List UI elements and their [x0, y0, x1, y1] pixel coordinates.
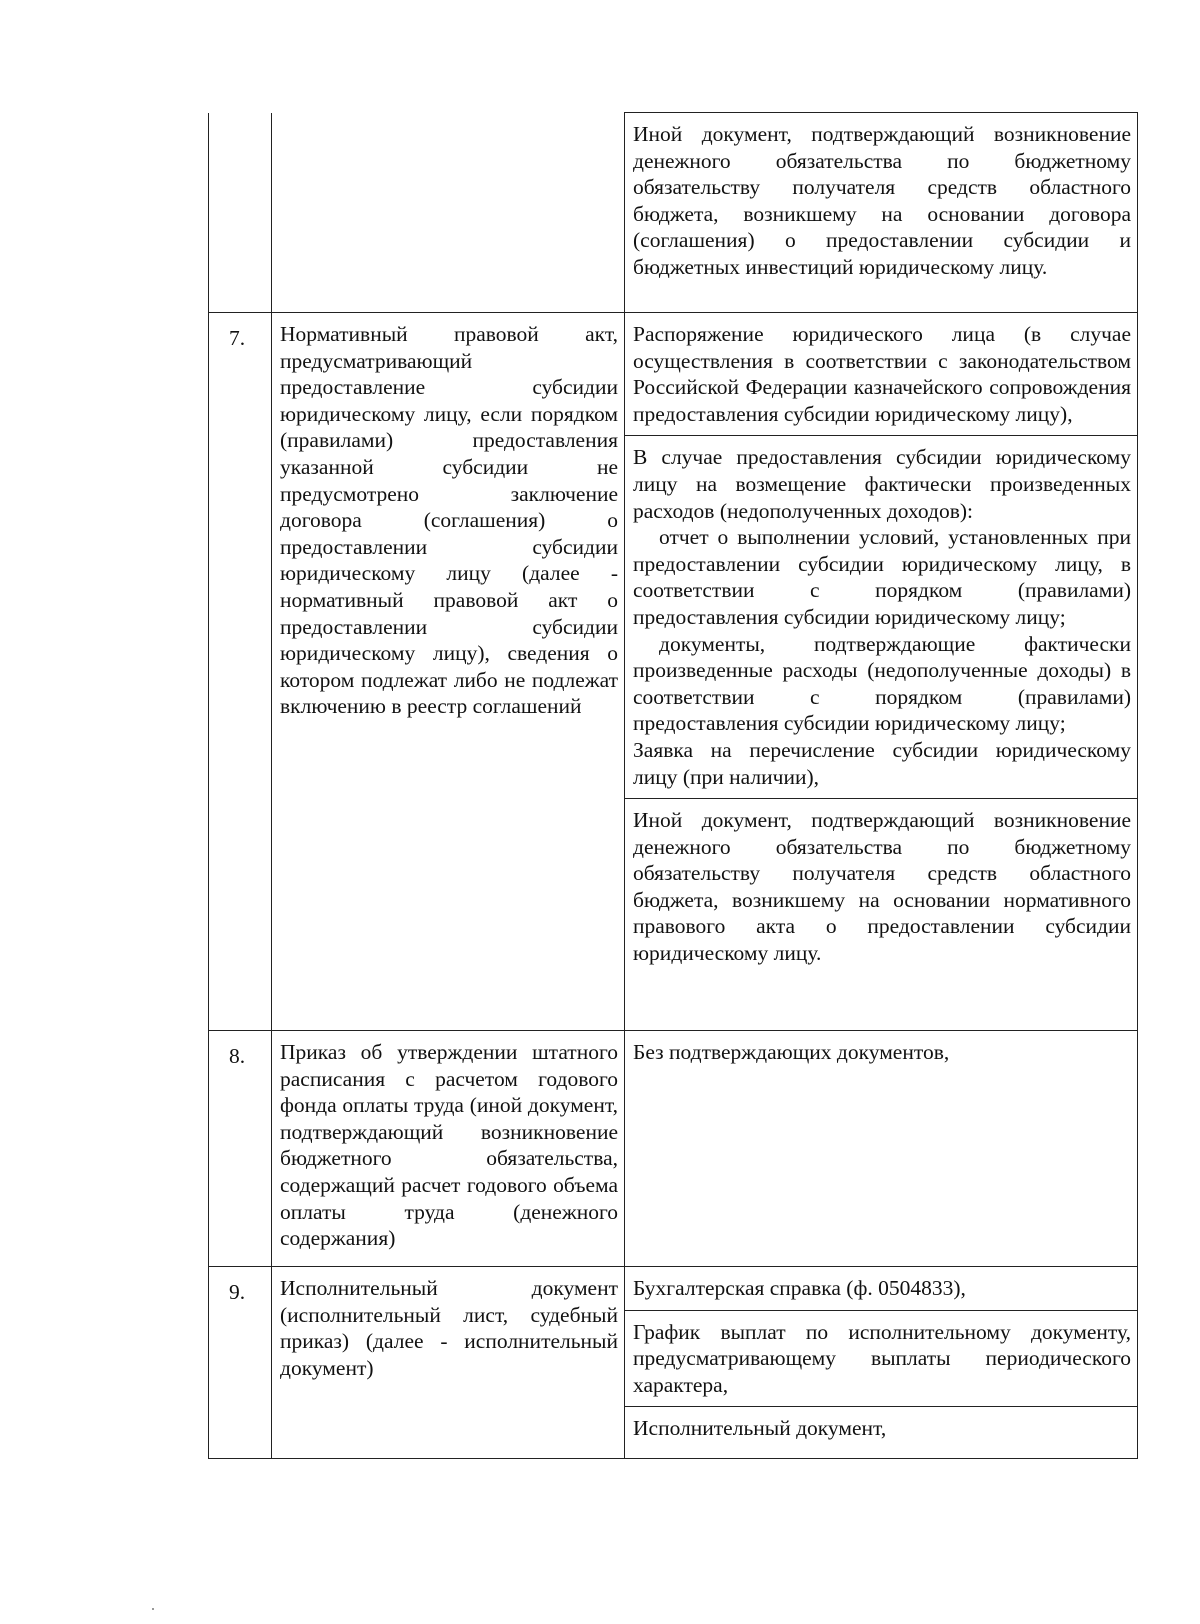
row-number-cell [209, 1031, 272, 1267]
table-row [209, 313, 1138, 1031]
table-row [209, 1267, 1138, 1459]
row-number: 7. [228, 326, 246, 350]
confirming-document-item: Распоряжение юридического лица (в случае осуществления в соответствии с законодательством Российской Федерации казначейского сопровождения предоставления субсидии юридическому лицу), [633, 322, 1131, 426]
item-intro: В случае предоставления субсидии юридическому лицу на возмещение фактически произведенных расходов (недополученных доходов): [633, 445, 1131, 523]
document-cell [272, 1267, 625, 1459]
confirming-document-item: Бухгалтерская справка (ф. 0504833), [633, 1276, 966, 1300]
confirming-documents-cell [625, 1267, 1138, 1459]
row-number-cell [209, 313, 272, 1031]
confirming-document-item [625, 435, 1137, 798]
documents-table [208, 112, 1138, 1459]
item-line: документы, подтверждающие фактически произведенные расходы (недополученные доходы) в соответствии с порядком (правилами) предоставления субсидии юридическому лицу; [633, 631, 1131, 736]
row-number: 9. [228, 1280, 246, 1304]
row-number: 8. [228, 1044, 246, 1068]
document-cell [272, 113, 625, 313]
document-name: Приказ об утверждении штатного расписания с расчетом годового фонда оплаты труда (иной документ, подтверждающий возникновение бюджетного обязательства, содержащий расчет годового объема оплаты труда (денежного содержания) [280, 1040, 618, 1251]
confirming-document-item: График выплат по исполнительному документу, предусматривающему выплаты периодического характера, [625, 1310, 1137, 1407]
table-row [209, 1031, 1138, 1267]
confirming-document-item: Иной документ, подтверждающий возникновение денежного обязательства по бюджетному обязательству получателя средств областного бюджета, возникшему на основании нормативного правового акта о предоставлении субсидии юридическому лицу. [625, 798, 1137, 975]
item-line: Заявка на перечисление субсидии юридическому лицу (при наличии), [633, 737, 1131, 789]
row-number-cell [209, 1267, 272, 1459]
item-line: отчет о выполнении условий, установленных при предоставлении субсидии юридическому лицу, в соответствии с порядком (правилами) предоставления субсидии юридическому лицу; [633, 525, 1131, 629]
document-cell [272, 1031, 625, 1267]
table-row [209, 113, 1138, 313]
confirming-document-item: Иной документ, подтверждающий возникновение денежного обязательства по бюджетному обязательству получателя средств областного бюджета, возникшему на основании договора (соглашения) о предоставлении субсидии и бюджетных инвестиций юридическому лицу. [633, 122, 1131, 279]
confirming-documents-cell [625, 113, 1138, 313]
confirming-documents-cell [625, 313, 1138, 1031]
confirming-document-item: Без подтверждающих документов, [633, 1040, 950, 1064]
scan-speck [152, 1608, 154, 1610]
row-number-cell [209, 113, 272, 313]
document-name: Нормативный правовой акт, предусматривающий предоставление субсидии юридическому лицу, если порядком (правилами) предоставления указанной субсидии не предусмотрено заключение договора (соглашения) о предоставлении субсидии юридическому лицу (далее - нормативный правовой акт о предоставлении субсидии юридическому лицу), сведения о котором подлежат либо не подлежат включению в реестр соглашений [280, 322, 618, 719]
confirming-document-item: Исполнительный документ, [625, 1406, 1137, 1450]
confirming-documents-cell [625, 1031, 1138, 1267]
document-cell [272, 313, 625, 1031]
document-name: Исполнительный документ (исполнительный лист, судебный приказ) (далее - исполнительный документ) [280, 1276, 618, 1380]
